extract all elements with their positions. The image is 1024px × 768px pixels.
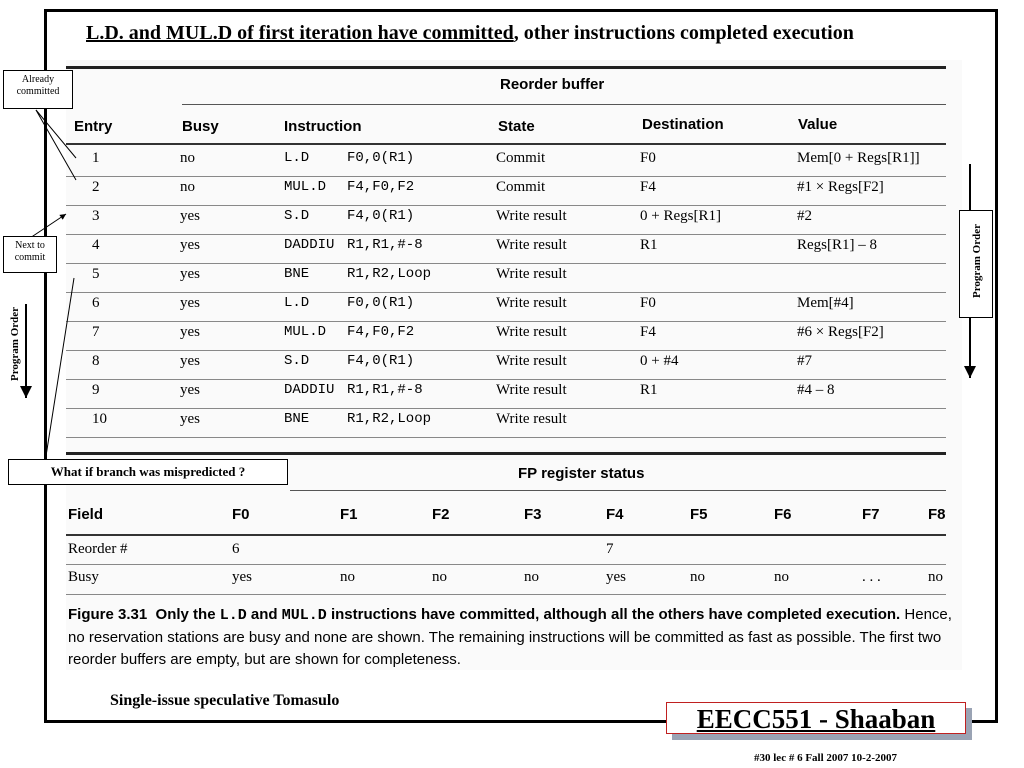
rb-instruction-operands: R1,R2,Loop [347, 266, 432, 282]
fp-header-cell: F6 [774, 506, 792, 523]
rb-entry-number: 8 [92, 353, 100, 369]
rb-header-instruction: Instruction [284, 118, 362, 135]
rb-state-value: Write result [496, 353, 567, 369]
fp-header-label: Field [68, 506, 104, 523]
caption-code-1: L.D [219, 607, 247, 624]
rb-destination-value: F4 [640, 179, 656, 195]
rb-instruction-op: L.D [284, 295, 310, 311]
fp-header-cell: F0 [232, 506, 250, 523]
fp-header-cell: F5 [690, 506, 708, 523]
fp-busy-cell: no [340, 569, 355, 585]
rb-instruction-operands: F4,F0,F2 [347, 324, 415, 340]
fp-reorder-cell: 7 [606, 541, 614, 557]
brand-text: EECC551 - Shaaban [666, 702, 966, 734]
fp-busy-cell: no [928, 569, 943, 585]
rb-instruction-operands: F4,0(R1) [347, 353, 415, 369]
fp-register-status-title: FP register status [518, 465, 645, 482]
caption-code-2: MUL.D [281, 607, 327, 624]
rb-instruction-operands: R1,R1,#-8 [347, 382, 423, 398]
fp-header-cell: F4 [606, 506, 624, 523]
rb-value-value: #4 – 8 [797, 382, 835, 398]
committed-pointer-1 [36, 110, 76, 180]
fp-busy-cell: no [690, 569, 705, 585]
rb-state-value: Write result [496, 237, 567, 253]
rb-instruction-op: BNE [284, 266, 310, 282]
slide-subtitle: Single-issue speculative Tomasulo [110, 692, 340, 709]
rb-busy-value: yes [180, 266, 200, 282]
rb-busy-value: no [180, 150, 195, 166]
fp-busy-cell: . . . [862, 569, 881, 585]
next-to-commit-label: Next to commit [3, 236, 57, 273]
rb-busy-value: yes [180, 353, 200, 369]
rb-header-destination: Destination [642, 116, 724, 133]
rb-instruction-op: DADDIU [284, 382, 335, 398]
program-order-right-label: Program Order [971, 223, 983, 299]
brand-badge [666, 702, 972, 740]
rb-instruction-operands: R1,R1,#-8 [347, 237, 423, 253]
fp-header-cell: F8 [928, 506, 946, 523]
rb-busy-value: yes [180, 295, 200, 311]
caption-figure-label: Figure 3.31 [68, 606, 148, 623]
rb-destination-value: 0 + Regs[R1] [640, 208, 721, 224]
rb-value-value: #7 [797, 353, 812, 369]
rb-state-value: Write result [496, 324, 567, 340]
caption-bold-3: instructions have committed, although all the others have completed execution. [326, 606, 901, 623]
rb-instruction-op: MUL.D [284, 179, 327, 195]
branch-mispredict-label: What if branch was mispredicted ? [8, 459, 288, 485]
rb-busy-value: yes [180, 382, 200, 398]
program-order-left-label: Program Order [9, 306, 21, 381]
rb-instruction-operands: F4,F0,F2 [347, 179, 415, 195]
rb-instruction-op: BNE [284, 411, 310, 427]
rb-entry-number: 1 [92, 150, 100, 166]
rb-value-value: #1 × Regs[F2] [797, 179, 884, 195]
rb-destination-value: R1 [640, 237, 658, 253]
rb-entry-number: 5 [92, 266, 100, 282]
committed-pointer-2 [36, 110, 76, 158]
rb-value-value: #2 [797, 208, 812, 224]
rb-busy-value: no [180, 179, 195, 195]
fp-reorder-label: Reorder # [68, 541, 128, 557]
rb-value-value: Regs[R1] – 8 [797, 237, 877, 253]
fp-header-cell: F3 [524, 506, 542, 523]
fp-busy-cell: no [432, 569, 447, 585]
program-order-right-box [959, 210, 993, 318]
rb-destination-value: F0 [640, 295, 656, 311]
rb-state-value: Commit [496, 179, 546, 195]
next-commit-arrow [30, 214, 66, 238]
fp-busy-cell: no [774, 569, 789, 585]
rb-state-value: Write result [496, 266, 567, 282]
rb-busy-value: yes [180, 208, 200, 224]
rb-entry-number: 6 [92, 295, 100, 311]
rb-instruction-op: S.D [284, 353, 310, 369]
fp-header-cell: F1 [340, 506, 358, 523]
fp-busy-cell: no [524, 569, 539, 585]
reorder-buffer-title: Reorder buffer [500, 76, 605, 93]
caption-normal: Hence, no reservation stations are busy and none are shown. The remaining instructions will be committed as fast as possible. The first two reorder buffers are empty, but are shown for completeness. [68, 606, 952, 668]
branch-pointer [46, 278, 74, 456]
rb-instruction-op: MUL.D [284, 324, 327, 340]
fp-busy-label: Busy [68, 569, 99, 585]
title-underlined: L.D. and MUL.D of first iteration have committed [86, 22, 514, 44]
rb-entry-number: 9 [92, 382, 100, 398]
rb-instruction-op: L.D [284, 150, 310, 166]
rb-entry-number: 2 [92, 179, 100, 195]
rb-header-busy: Busy [182, 118, 219, 135]
caption-bold-2: and [246, 606, 282, 623]
rb-header-value: Value [798, 116, 838, 133]
fp-busy-cell: yes [232, 569, 252, 585]
fp-header-cell: F2 [432, 506, 450, 523]
rb-state-value: Write result [496, 411, 567, 427]
rb-value-value: #6 × Regs[F2] [797, 324, 884, 340]
rb-destination-value: R1 [640, 382, 658, 398]
rb-header-state: State [498, 118, 535, 135]
rb-value-value: Mem[#4] [797, 295, 854, 311]
rb-entry-number: 7 [92, 324, 100, 340]
title-rest: , other instructions completed execution [513, 22, 854, 44]
rb-instruction-operands: R1,R2,Loop [347, 411, 432, 427]
rb-instruction-op: S.D [284, 208, 310, 224]
fp-busy-cell: yes [606, 569, 626, 585]
caption-bold-1: Only the [155, 606, 220, 623]
rb-instruction-operands: F4,0(R1) [347, 208, 415, 224]
already-committed-label: Already committed [3, 70, 73, 109]
rb-busy-value: yes [180, 324, 200, 340]
rb-entry-number: 10 [92, 411, 107, 427]
rb-instruction-operands: F0,0(R1) [347, 150, 415, 166]
rb-state-value: Write result [496, 295, 567, 311]
rb-instruction-op: DADDIU [284, 237, 335, 253]
slide-footer: #30 lec # 6 Fall 2007 10-2-2007 [754, 752, 897, 764]
rb-busy-value: yes [180, 237, 200, 253]
rb-destination-value: 0 + #4 [640, 353, 679, 369]
rb-state-value: Commit [496, 150, 546, 166]
rb-entry-number: 4 [92, 237, 100, 253]
rb-state-value: Write result [496, 382, 567, 398]
rb-busy-value: yes [180, 411, 200, 427]
rb-entry-number: 3 [92, 208, 100, 224]
rb-destination-value: F4 [640, 324, 656, 340]
fp-reorder-cell: 6 [232, 541, 240, 557]
rb-destination-value: F0 [640, 150, 656, 166]
rb-value-value: Mem[0 + Regs[R1]] [797, 150, 920, 166]
rb-header-entry: Entry [74, 118, 113, 135]
fp-header-cell: F7 [862, 506, 880, 523]
rb-state-value: Write result [496, 208, 567, 224]
rb-instruction-operands: F0,0(R1) [347, 295, 415, 311]
